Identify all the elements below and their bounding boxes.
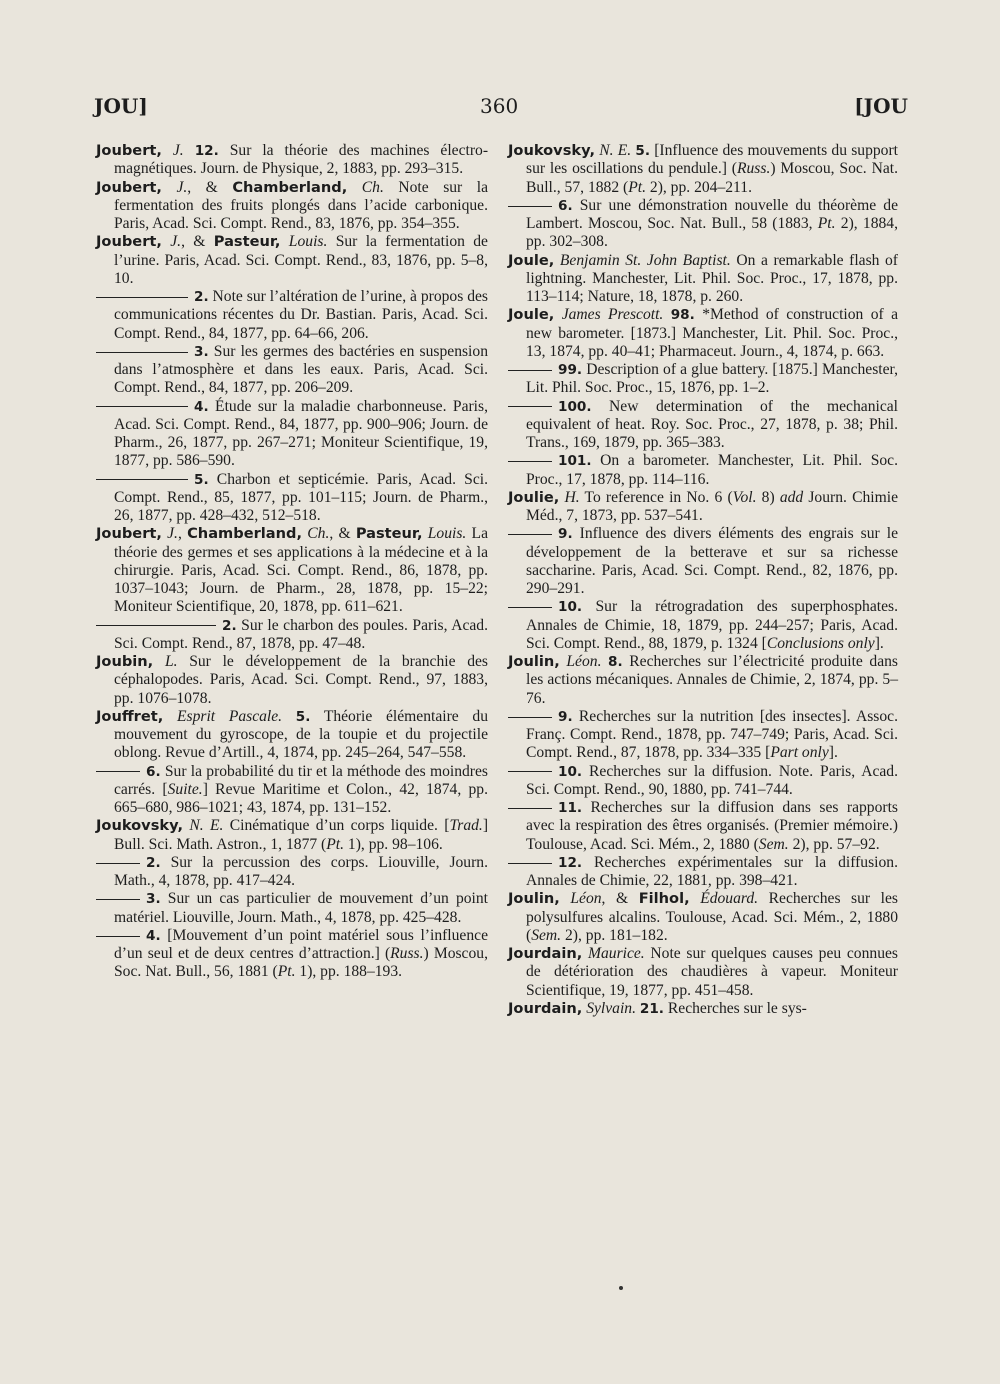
entry-text: [163, 708, 177, 725]
ditto-rule: [96, 771, 140, 772]
entry-text: [162, 233, 170, 250]
ditto-rule: [508, 461, 552, 462]
entry-text: Cinématique d’un corps liquide. [: [223, 817, 450, 835]
italic-text: Pt.: [817, 215, 836, 232]
entry-text: On a remarkable flash of lightning. Manchester, Lit. Phil. Soc. Proc., 17, 1878, pp. 113–114; Nature, 18, 1878, p. 260.: [526, 251, 898, 305]
entry-text: Sur une démonstration nouvelle du théorème de Lambert. Moscou, Soc. Nat. Bull., 58 (1883,: [526, 196, 898, 232]
entry-text: Recherches sur les polysulfures alcalins. Toulouse, Acad. Sci. Mém., 2, 1880 (: [526, 890, 898, 944]
bibliography-entry: [508, 398, 898, 453]
entry-text: ) Moscou, Soc. Nat. Bull., 56, 1881 (: [114, 945, 488, 981]
bibliography-entry: [96, 763, 488, 818]
entry-number: 10.: [558, 599, 583, 616]
bibliography-entry: [508, 142, 898, 197]
bibliography-entry: [96, 525, 488, 616]
entry-text: ) Moscou, Soc. Nat. Bull., 57, 1882 (: [526, 160, 898, 196]
italic-text: J.: [170, 233, 182, 251]
italic-text: N. E.: [599, 142, 632, 159]
bibliography-entry: [508, 763, 898, 800]
italic-text: Maurice.: [587, 945, 645, 962]
author-name: Joubert,: [96, 142, 162, 159]
italic-text: Part only: [770, 744, 829, 762]
bibliography-entry: [96, 343, 488, 398]
entry-text: 1), pp. 188–193.: [295, 963, 403, 981]
italic-text: Esprit Pascale.: [177, 707, 283, 725]
header-left-running-head: JOU]: [94, 94, 148, 118]
author-name: Joubert,: [96, 525, 162, 543]
ditto-rule: [96, 479, 188, 480]
italic-text: Pt.: [326, 835, 345, 853]
ditto-rule: [508, 406, 552, 407]
entry-number: 2.: [194, 289, 209, 305]
author-name: Joulin,: [508, 653, 560, 670]
italic-text: Russ.: [390, 945, 424, 962]
right-column: [508, 142, 898, 1018]
entry-number: 21.: [639, 1000, 664, 1017]
bibliography-entry: [96, 617, 488, 654]
italic-text: Léon.: [566, 653, 602, 670]
entry-text: Étude sur la maladie charbonneuse. Paris, Acad. Sci. Compt. Rend., 84, 1877, pp. 900–906; Journ. de Pharm., 26, 1877, pp. 267–271; Moniteur Scientifique, 19, 1877, pp. 586–590.: [114, 397, 488, 470]
italic-text: N. E.: [189, 817, 224, 835]
entry-number: 5.: [194, 471, 209, 488]
entry-text: ,: [177, 525, 188, 543]
italic-text: Sylvain.: [586, 999, 636, 1017]
ditto-rule: [508, 534, 552, 535]
entry-text: Recherches sur la diffusion. Note. Paris, Acad. Sci. Compt. Rend., 90, 1880, pp. 741–744.: [526, 762, 898, 798]
bibliography-entry: [96, 288, 488, 343]
italic-text: Trad.: [449, 817, 483, 835]
ditto-rule: [96, 863, 140, 864]
bibliography-entry: [508, 252, 898, 307]
entry-number: 3.: [146, 891, 161, 908]
coauthor-name: Chamberland,: [232, 178, 348, 196]
entry-text: [690, 890, 701, 907]
entry-text: [Mouvement d’un point matériel sous l’influence d’un seul et de deux centres d’attraction.] (: [114, 926, 488, 962]
bibliography-entry: [96, 398, 488, 471]
italic-text: Pt.: [277, 963, 296, 981]
italic-text: Louis.: [288, 233, 328, 251]
entry-text: Recherches sur l’électricité produite dans les actions mécaniques. Annales de Chimie, 2, 1874, pp. 5–76.: [526, 653, 898, 707]
italic-text: J.: [176, 178, 188, 196]
entry-text: Sur la percussion des corps. Liouville, Journ. Math., 4, 1878, pp. 417–424.: [114, 853, 488, 889]
entry-number: 99.: [558, 362, 583, 378]
bibliography-entry: [96, 708, 488, 763]
bibliography-entry: [508, 890, 898, 945]
bibliography-entry: [96, 233, 488, 288]
entry-number: 4.: [146, 927, 161, 944]
italic-text: Louis.: [427, 525, 467, 543]
italic-text: Russ.: [736, 160, 771, 178]
page-number: 360: [480, 94, 519, 118]
page-header: [88, 94, 908, 124]
entry-text: Description of a glue battery. [1875.] Manchester, Lit. Phil. Soc. Proc., 15, 1876, pp. 1–2.: [526, 361, 898, 397]
bibliography-entry: [508, 708, 898, 763]
entry-text: , &: [329, 525, 356, 543]
bibliography-entry: [508, 489, 898, 526]
entry-text: ].: [828, 744, 838, 762]
entry-number: 3.: [194, 343, 209, 360]
author-name: Joubert,: [96, 233, 162, 251]
entry-text: [663, 306, 670, 323]
entry-text: [162, 179, 177, 196]
entry-text: Note sur la fermentation des fruits plongés dans l’acide carbonique. Paris, Acad. Sci. Compt. Rend., 83, 1876, pp. 354–355.: [114, 178, 489, 232]
entry-text: Note sur l’altération de l’urine, à propos des communications récentes du Dr. Bastian. Paris, Acad. Sci. Compt. Rend., 84, 1877, pp. 64–66, 206.: [114, 288, 488, 342]
author-name: Jourdain,: [508, 999, 583, 1017]
italic-text: Conclusions only: [766, 634, 875, 652]
bibliography-entry: [96, 179, 488, 234]
entry-number: 8.: [608, 654, 623, 670]
bibliography-entry: [508, 525, 898, 598]
entry-text: Recherches sur la nutrition [des insectes]. Assoc. Franç. Compt. Rend., 1878, pp. 747–749; Paris, Acad. Sci. Compt. Rend., 87, 1878, pp. 334–335 [: [526, 707, 898, 762]
entry-text: Charbon et septicémie. Paris, Acad. Sci. Compt. Rend., 85, 1877, pp. 101–115; Journ. de Pharm., 26, 1877, pp. 428–432, 512–518.: [114, 470, 488, 524]
ditto-rule: [96, 406, 188, 407]
entry-text: Sur le développement de la branchie des céphalopodes. Paris, Acad. Sci. Compt. Rend., 97, 1883, pp. 1076–1078.: [114, 653, 488, 707]
header-right-running-head: [JOU: [854, 94, 908, 118]
entry-text: , &: [187, 178, 233, 196]
italic-text: Ch.: [361, 178, 384, 196]
entry-number: 98.: [670, 307, 695, 324]
bibliography-entry: [508, 945, 898, 1000]
ditto-rule: [96, 297, 188, 298]
entry-text: 8): [756, 488, 780, 506]
left-column: [96, 142, 488, 982]
italic-text: J.: [167, 525, 178, 543]
entry-text: Sur la rétrogradation des superphosphates. Annales de Chimie, 18, 1879, pp. 244–257; Paris, Acad. Sci. Compt. Rend., 88, 1879, p. 1324 [: [526, 598, 898, 652]
entry-text: [153, 653, 165, 670]
entry-text: Sur la probabilité du tir et la méthode des moindres carrés. [: [114, 762, 488, 798]
italic-text: add: [779, 488, 804, 506]
ditto-rule: [96, 899, 140, 900]
entry-text: *Method of construction of a new barometer. [1873.] Manchester, Lit. Phil. Soc. Proc., 13, 1874, pp. 40–41; Pharmaceut. Journ., 4, 1874, p. 663.: [526, 306, 898, 360]
entry-text: 2), pp. 181–182.: [561, 926, 668, 944]
author-name: Joukovsky,: [96, 817, 184, 835]
bibliography-entry: [508, 799, 898, 854]
ditto-rule: [508, 607, 552, 608]
entry-number: 12.: [558, 854, 583, 871]
entry-text: [554, 306, 561, 323]
coauthor-name: Filhol,: [638, 890, 690, 908]
entry-text: Recherches sur le sys-: [663, 999, 807, 1017]
coauthor-name: Chamberland,: [187, 525, 303, 543]
ditto-rule: [508, 808, 552, 809]
entry-text: [Influence des mouvements du support sur les oscillations du pendule.] (: [526, 142, 898, 178]
bibliography-entry: [508, 1000, 898, 1018]
entry-text: Sur le charbon des poules. Paris, Acad. Sci. Compt. Rend., 87, 1878, pp. 47–48.: [114, 616, 488, 652]
italic-text: H.: [564, 488, 580, 506]
author-name: Jourdain,: [508, 945, 583, 962]
italic-text: Vol.: [732, 488, 757, 506]
entry-text: , &: [601, 890, 639, 908]
entry-text: Sur les germes des bactéries en suspension dans l’atmosphère et dans les eaux. Paris, Acad. Sci. Compt. Rend., 84, 1877, pp. 206–209.: [114, 342, 488, 397]
italic-text: Sem.: [531, 926, 562, 944]
italic-text: Pt.: [628, 178, 646, 196]
bibliography-entry: [96, 653, 488, 708]
entry-number: 11.: [558, 800, 583, 816]
entry-number: 9.: [558, 708, 573, 725]
author-name: Joulin,: [508, 890, 560, 908]
entry-text: La théorie des germes et ses applications à la médecine et à la chirurgie. Paris, Acad. Sci. Compt. Rend., 86, 1878, pp. 1037–1043; Journ. de Pharm., 28, 1878, pp. 15–22; Moniteur Scientifique, 20, 1878, pp. 611–621.: [114, 525, 488, 616]
bibliography-entry: [508, 361, 898, 398]
author-name: Joule,: [508, 251, 555, 269]
entry-text: 2), 1884, pp. 302–308.: [526, 215, 898, 251]
italic-text: J.: [172, 142, 184, 159]
entry-text: Recherches sur la diffusion dans ses rapports avec la respiration des êtres organisés. (Premier mémoire.) Toulouse, Acad. Sci. Mém., 2, 1880 (: [526, 799, 898, 853]
ditto-rule: [96, 625, 216, 626]
italic-text: Ch.: [307, 525, 330, 543]
italic-text: L.: [164, 653, 178, 670]
entry-number: 6.: [146, 763, 161, 780]
author-name: Joulie,: [508, 488, 560, 506]
ditto-rule: [508, 370, 552, 371]
italic-text: Suite.: [167, 780, 203, 798]
entry-number: 101.: [558, 453, 592, 470]
italic-text: Léon: [570, 890, 602, 908]
bibliography-entry: [96, 854, 488, 891]
bibliography-entry: [96, 890, 488, 927]
entry-text: [280, 233, 288, 250]
italic-text: James Prescott.: [561, 306, 664, 324]
entry-text: New determination of the mechanical equivalent of heat. Roy. Soc. Proc., 27, 1878, p. 38; Phil. Trans., 169, 1879, pp. 365–383.: [526, 397, 898, 451]
ink-dot: [619, 1286, 623, 1290]
entry-text: Sur un cas particulier de mouvement d’un point matériel. Liouville, Journ. Math., 4, 1878, pp. 425–428.: [114, 890, 488, 926]
author-name: Joubin,: [96, 653, 154, 670]
italic-text: Édouard.: [700, 890, 759, 908]
bibliography-entry: [508, 197, 898, 252]
entry-text: [347, 179, 362, 196]
ditto-rule: [96, 936, 140, 937]
entry-text: Théorie élémentaire du mouvement du gyroscope, de la toupie et du projectile oblong. Revue d’Artill., 4, 1874, pp. 245–264, 547–558.: [114, 707, 488, 762]
bibliography-entry: [508, 452, 898, 489]
entry-text: ] Revue Maritime et Colon., 42, 1874, pp. 665–680, 986–1021; 43, 1874, pp. 131–152.: [114, 780, 489, 816]
entry-text: [282, 708, 296, 725]
bibliography-entry: [96, 142, 488, 179]
bibliography-entry: [96, 817, 488, 854]
entry-number: 12.: [194, 143, 219, 159]
entry-number: 2.: [222, 617, 237, 634]
entry-text: [162, 142, 173, 159]
bibliography-entry: [508, 653, 898, 708]
entry-text: [560, 890, 571, 907]
entry-number: 5.: [635, 143, 651, 159]
entry-text: Recherches expérimentales sur la diffusion. Annales de Chimie, 22, 1881, pp. 398–421.: [526, 853, 898, 889]
coauthor-name: Pasteur,: [213, 233, 281, 251]
author-name: Joule,: [508, 306, 555, 324]
entry-number: 5.: [295, 708, 311, 725]
entry-text: Sur la théorie des machines électro-magnétiques. Journ. de Physique, 2, 1883, pp. 293–315.: [114, 142, 489, 178]
bibliography-entry: [96, 471, 488, 526]
entry-text: On a barometer. Manchester, Lit. Phil. Soc. Proc., 17, 1878, pp. 114–116.: [526, 452, 898, 488]
author-name: Joukovsky,: [508, 142, 596, 159]
italic-text: Sem.: [758, 835, 789, 853]
entry-text: ].: [874, 634, 884, 652]
entry-number: 6.: [558, 197, 573, 214]
entry-number: 9.: [558, 526, 573, 543]
entry-text: To reference in No. 6 (: [579, 488, 733, 506]
bibliography-entry: [508, 306, 898, 361]
ditto-rule: [508, 771, 552, 772]
entry-number: 4.: [194, 398, 209, 415]
entry-text: Sur la fermentation de l’urine. Paris, Acad. Sci. Compt. Rend., 83, 1876, pp. 5–8, 10.: [114, 233, 488, 287]
coauthor-name: Pasteur,: [355, 525, 423, 543]
entry-text: Note sur quelques causes peu connues de détérioration des chaudières à vapeur. Moniteur Scientifique, 19, 1877, pp. 451–458.: [526, 945, 898, 999]
entry-text: , &: [181, 233, 214, 251]
author-name: Jouffret,: [96, 707, 164, 725]
entry-text: [184, 142, 195, 159]
entry-text: 2), pp. 204–211.: [646, 178, 752, 196]
author-name: Joubert,: [96, 178, 162, 196]
ditto-rule: [508, 206, 552, 207]
bibliography-entry: [96, 927, 488, 982]
entry-text: Influence des divers éléments des engrais sur le développement de la betterave et sur sa richesse saccharine. Paris, Acad. Sci. Compt. Rend., 82, 1876, pp. 290–291.: [526, 525, 898, 597]
bibliography-entry: [508, 854, 898, 891]
entry-number: 10.: [558, 763, 583, 780]
entry-number: 100.: [558, 398, 592, 415]
entry-text: ] Bull. Sci. Math. Astron., 1, 1877 (: [114, 817, 489, 853]
entry-number: 2.: [146, 854, 161, 871]
italic-text: Benjamin St. John Baptist.: [559, 251, 731, 269]
bibliography-entry: [508, 598, 898, 653]
ditto-rule: [508, 717, 552, 718]
entry-text: 1), pp. 98–106.: [344, 835, 443, 853]
ditto-rule: [96, 352, 188, 353]
ditto-rule: [508, 863, 552, 864]
entry-text: Journ. Chimie Méd., 7, 1873, pp. 537–541.: [526, 488, 898, 524]
entry-text: 2), pp. 57–92.: [788, 835, 880, 853]
